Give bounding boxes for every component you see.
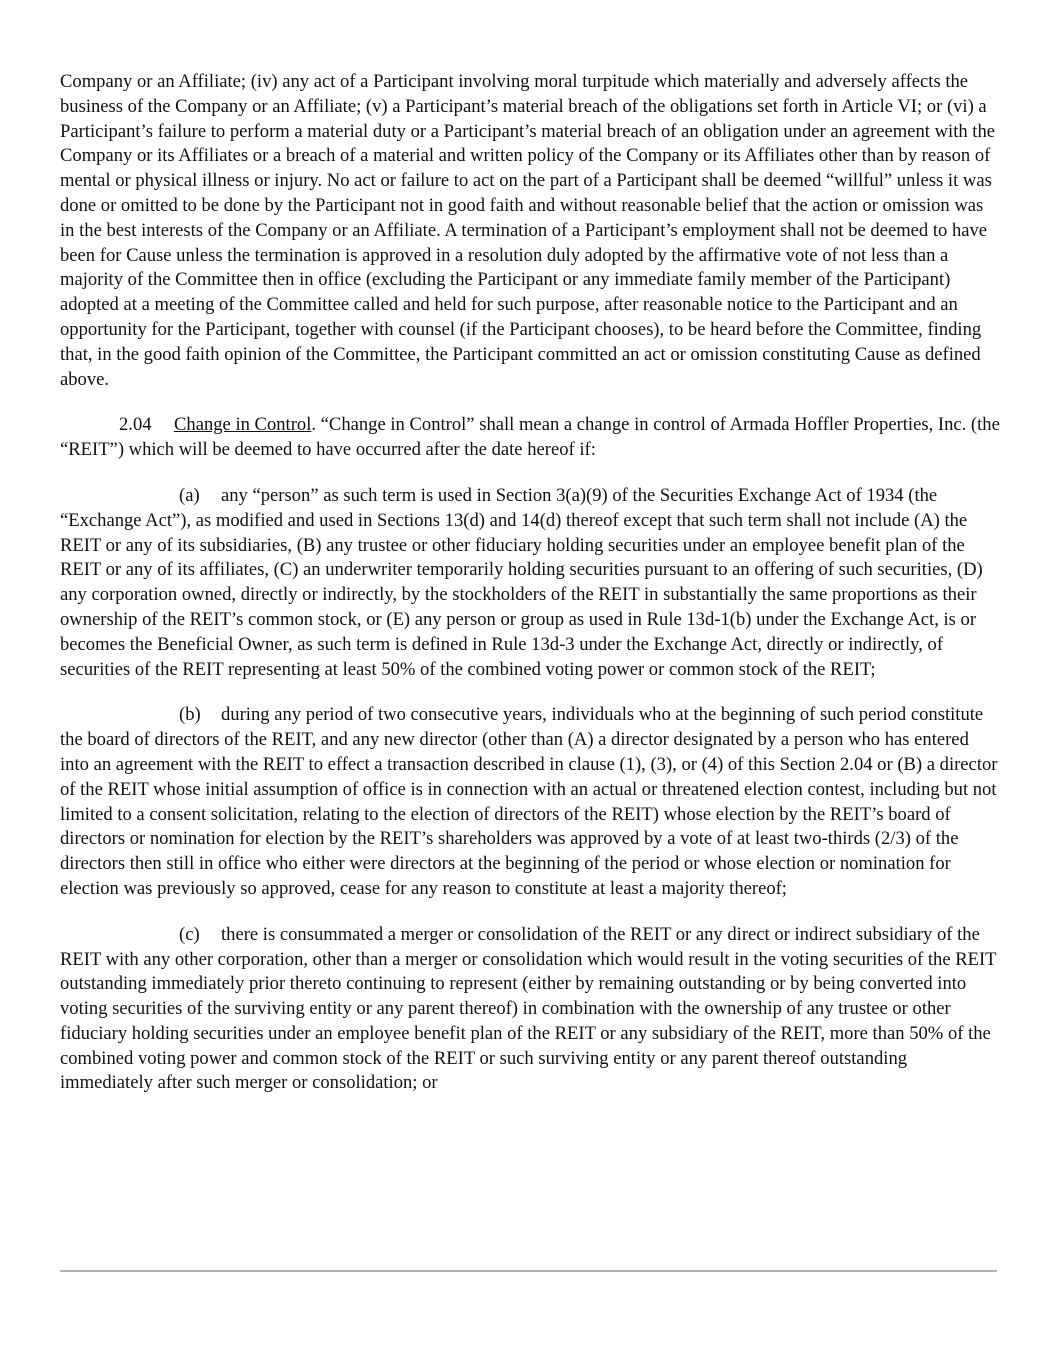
clause-b-paragraph	[60, 703, 1002, 901]
clause-text: any “person” as such term is used in Section 3(a)(9) of the Securities Exchange Act of 1934 (the “Exchange Act”), as modified and used in Sections 13(d) and 14(d) thereof except that such term shall not include (A) the REIT or any of its subsidiaries, (B) any trustee or other fiduciary holding securities under an employee benefit plan of the REIT or any of its affiliates, (C) an underwriter temporarily holding securities pursuant to an offering of such securities, (D) any corporation owned, directly or indirectly, by the stockholders of the REIT in substantially the same proportions as their ownership of the REIT’s common stock, or (E) any person or group as used in Rule 13d-1(b) under the Exchange Act, is or becomes the Beneficial Owner, as such term is defined in Rule 13d-3 under the Exchange Act, directly or indirectly, of securities of the REIT representing at least 50% of the combined voting power or common stock of the REIT;	[60, 484, 983, 680]
paragraph-spacer	[60, 682, 1002, 703]
section-number: 2.04	[119, 414, 152, 436]
paragraph-spacer	[60, 902, 1002, 923]
continuation-paragraph: Company or an Affiliate; (iv) any act of a Participant involving moral turpitude which materially and adversely affects the business of the Company or an Affiliate; (v) a Participant’s material breach of the obligations set forth in Article VI; or (vi) a Participant’s failure to perform a material duty or a Participant’s material breach of an obligation under an agreement with the Company or its Affiliates or a breach of a material and written policy of the Company or its Affiliates other than by reason of mental or physical illness or injury. No act or failure to act on the part of a Participant shall be deemed “willful” unless it was done or omitted to be done by the Participant not in good faith and without reasonable belief that the action or omission was in the best interests of the Company or an Affiliate. A termination of a Participant’s employment shall not be deemed to have been for Cause unless the termination is approved in a resolution duly adopted by the affirmative vote of not less than a majority of the Committee then in office (excluding the Participant or any immediate family member of the Participant) adopted at a meeting of the Committee called and held for such purpose, after reasonable notice to the Participant and an opportunity for the Participant, together with counsel (if the Participant chooses), to be heard before the Committee, finding that, in the good faith opinion of the Committee, the Participant committed an act or omission constituting Cause as defined above.	[60, 71, 996, 390]
clause-text: there is consummated a merger or consolidation of the REIT or any direct or indirect subsidiary of the REIT with any other corporation, other than a merger or consolidation which would result in the voting securities of the REIT outstanding immediately prior thereto continuing to represent (either by remaining outstanding or by being converted into voting securities of the surviving entity or any parent thereof) in combination with the ownership of any trustee or other fiduciary holding securities under an employee benefit plan of the REIT or any subsidiary of the REIT, more than 50% of the combined voting power and common stock of the REIT or such surviving entity or any parent thereof outstanding immediately after such merger or consolidation; or	[60, 923, 997, 1094]
section-text: “Change in Control” shall mean a change in control of Armada Hoffler Properties, Inc. (the “REIT”) which will be deemed to have occurred after the date hereof if:	[60, 414, 1000, 461]
section-2-04-paragraph	[60, 413, 1002, 463]
clause-c-paragraph	[60, 923, 1002, 1097]
paragraph-spacer	[60, 392, 1002, 413]
clause-label: (c)	[179, 923, 200, 945]
clause-label: (b)	[179, 704, 201, 726]
section-title-punct: .	[311, 414, 317, 436]
clause-label: (a)	[179, 484, 200, 506]
clause-a-paragraph	[60, 484, 1002, 682]
document-page	[60, 70, 1002, 1096]
footer-divider	[60, 1270, 997, 1272]
section-title: Change in Control	[174, 414, 312, 436]
clause-text: during any period of two consecutive years, individuals who at the beginning of such period constitute the board of directors of the REIT, and any new director (other than (A) a director designated by a person who has entered into an agreement with the REIT to effect a transaction described in clause (1), (3), or (4) of this Section 2.04 or (B) a director of the REIT whose initial assumption of office is in connection with an actual or threatened election contest, including but not limited to a consent solicitation, relating to the election of directors of the REIT) whose election by the REIT’s board of directors or nomination for election by the REIT’s shareholders was approved by a vote of at least two-thirds (2/3) of the directors then still in office who either were directors at the beginning of the period or whose election or nomination for election was previously so approved, cease for any reason to constitute at least a majority thereof;	[60, 704, 998, 899]
paragraph-spacer	[60, 463, 1002, 484]
